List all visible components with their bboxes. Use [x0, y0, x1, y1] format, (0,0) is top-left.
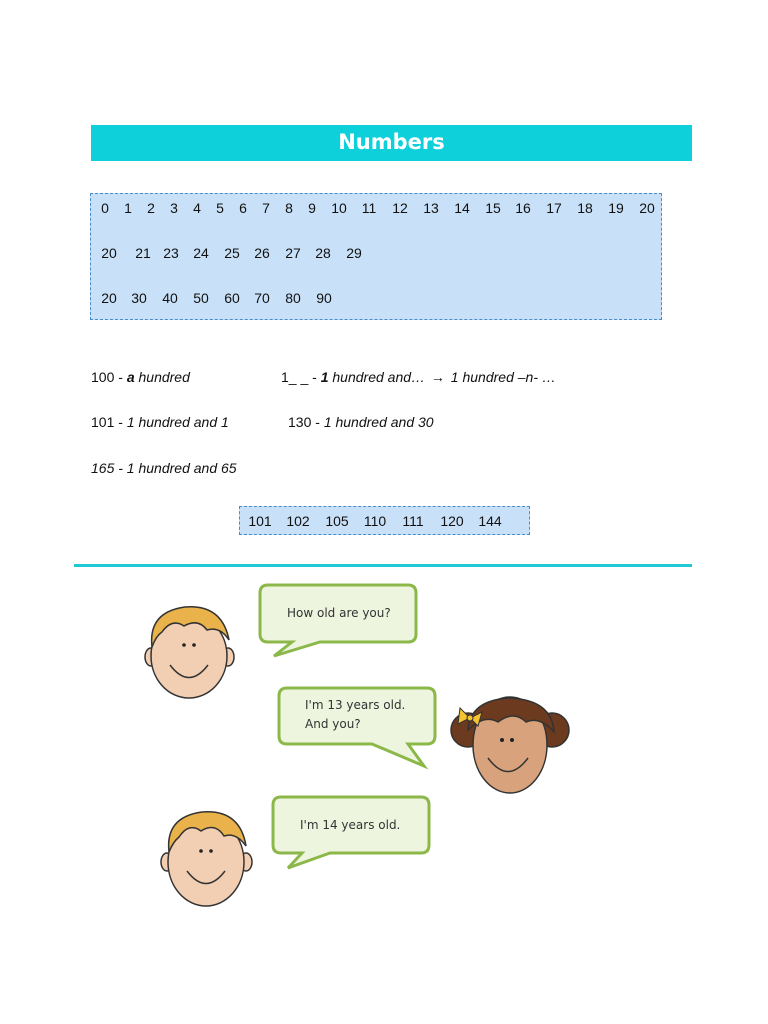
number-cell: 10 — [331, 200, 347, 216]
example-number: 144 — [478, 513, 502, 529]
number-cell: 29 — [346, 245, 362, 261]
number-cell: 21 — [135, 245, 151, 261]
number-cell: 17 — [546, 200, 562, 216]
number-cell: 16 — [515, 200, 531, 216]
number-cell: 0 — [101, 200, 109, 216]
number-cell: 60 — [224, 290, 240, 306]
example-number: 111 — [402, 513, 424, 529]
number-cell: 4 — [193, 200, 201, 216]
number-cell: 20 — [101, 290, 117, 306]
number-cell: 7 — [262, 200, 270, 216]
rule-text: 165 - 1 hundred and 65 — [91, 460, 237, 476]
rule-emphasis: a — [126, 369, 135, 385]
example-number: 105 — [325, 513, 349, 529]
number-cell: 20 — [101, 245, 117, 261]
number-cell: 25 — [224, 245, 240, 261]
number-cell: 6 — [239, 200, 247, 216]
arrow-right-icon: → — [430, 369, 445, 385]
number-cell: 28 — [315, 245, 331, 261]
number-cell: 15 — [485, 200, 501, 216]
number-cell: 23 — [163, 245, 179, 261]
number-cell: 13 — [423, 200, 439, 216]
number-cell: 19 — [608, 200, 624, 216]
number-cell: 12 — [392, 200, 408, 216]
number-cell: 30 — [131, 290, 147, 306]
number-cell: 18 — [577, 200, 593, 216]
number-cell: 50 — [193, 290, 209, 306]
girl-face-icon — [451, 697, 569, 793]
example-number: 102 — [286, 513, 310, 529]
number-cell: 24 — [193, 245, 209, 261]
number-cell: 9 — [308, 200, 316, 216]
number-cell: 3 — [170, 200, 178, 216]
rule-text: 1 hundred and 1 — [126, 414, 229, 430]
number-cell: 90 — [316, 290, 332, 306]
rule-number: 1_ _ - — [281, 369, 321, 385]
boy-face-icon — [145, 607, 234, 698]
number-cell: 40 — [162, 290, 178, 306]
example-number: 120 — [440, 513, 464, 529]
bubble-2-line-2: And you? — [305, 717, 361, 731]
page-title: Numbers — [338, 130, 445, 154]
rule-emphasis: 1 — [320, 369, 329, 385]
rule-text: 1 hundred –n- … — [446, 369, 556, 385]
number-cell: 70 — [254, 290, 270, 306]
rule-text: 1 hundred and 30 — [323, 414, 434, 430]
number-cell: 5 — [216, 200, 224, 216]
rule-number: 130 - — [288, 414, 324, 430]
rule-number: 100 - — [91, 369, 127, 385]
rule-number: 101 - — [91, 414, 127, 430]
number-cell: 2 — [147, 200, 155, 216]
boy-face-icon — [161, 812, 252, 906]
rule-text: hundred and… — [328, 369, 426, 385]
number-cell: 20 — [639, 200, 655, 216]
number-cell: 11 — [361, 200, 377, 216]
bubble-1-text: How old are you? — [287, 606, 391, 620]
number-cell: 80 — [285, 290, 301, 306]
number-cell: 8 — [285, 200, 293, 216]
number-cell: 14 — [454, 200, 470, 216]
number-cell: 26 — [254, 245, 270, 261]
number-cell: 27 — [285, 245, 301, 261]
example-number: 101 — [248, 513, 272, 529]
bubble-2-line-1: I'm 13 years old. — [305, 698, 406, 712]
rule-text: hundred — [134, 369, 190, 385]
number-cell: 1 — [124, 200, 132, 216]
bubble-3-text: I'm 14 years old. — [300, 818, 401, 832]
example-number: 110 — [363, 513, 387, 529]
